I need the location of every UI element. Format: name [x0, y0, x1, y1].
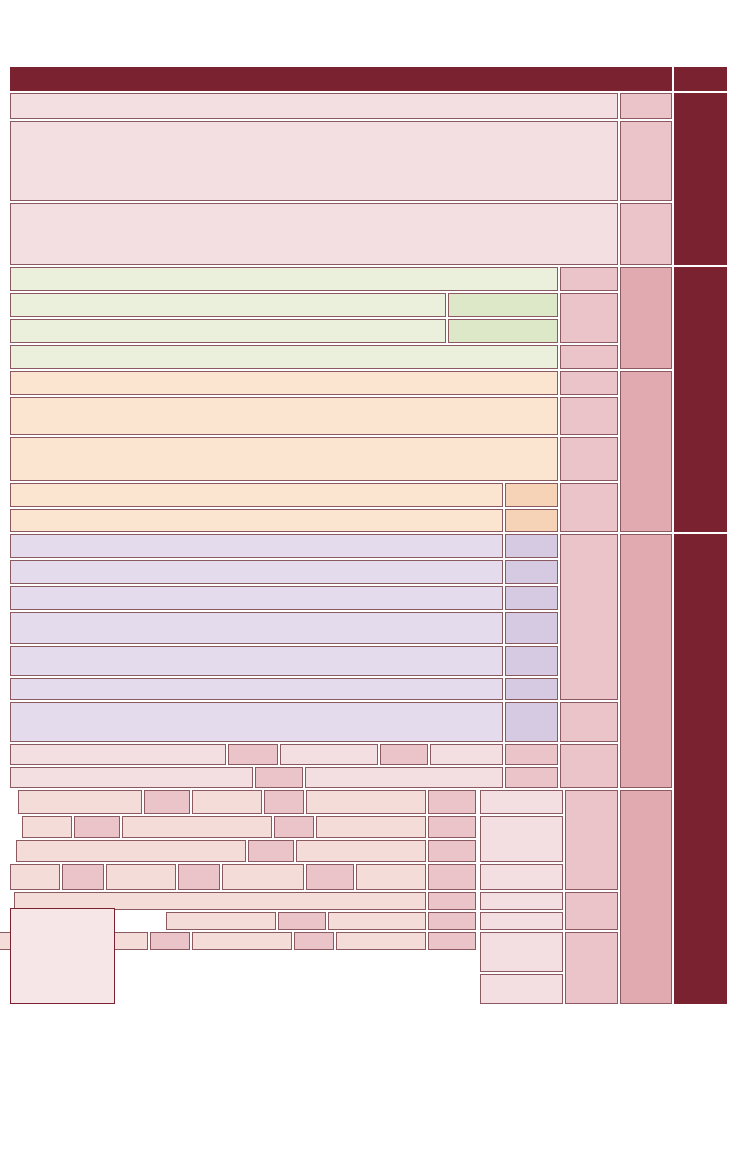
mujarrad-label [620, 534, 672, 788]
m-add3-label [480, 864, 563, 890]
mazid-cell [428, 932, 476, 950]
mulhaq-cell [305, 767, 503, 788]
salim-text [10, 267, 558, 291]
mazid-cell [150, 932, 190, 950]
mazid-cell [192, 790, 262, 814]
naqis-text [10, 437, 558, 481]
mulhaq-cell [10, 744, 226, 765]
m-add1-label [480, 790, 563, 814]
mazid-cell [428, 912, 476, 930]
mazid-cell [328, 912, 426, 930]
section3-label [674, 534, 727, 1004]
mazid-cell [62, 864, 104, 890]
amr-text [10, 203, 618, 265]
r-add1-label [480, 892, 563, 910]
mulhaq-cell [255, 767, 303, 788]
pattern-text [10, 586, 503, 610]
pattern-label [505, 646, 558, 676]
ml-add2-label [480, 974, 563, 1004]
ml-add1-label [480, 932, 563, 972]
pattern-label [505, 534, 558, 558]
section1-label [674, 93, 727, 265]
mulhaq-cell [228, 744, 278, 765]
r-add2-label [480, 912, 563, 930]
naqis-label [560, 437, 618, 481]
mazid-cell [306, 864, 354, 890]
mazid-cell [294, 932, 334, 950]
maqrun-label [505, 509, 558, 532]
rubai-pattern [505, 702, 558, 742]
mudari-label [620, 121, 672, 201]
lafif-label [560, 483, 618, 532]
madi-text [10, 93, 618, 119]
mazid-cell [428, 892, 476, 910]
ajwaf-label [560, 397, 618, 435]
mulhaq-cell [380, 744, 428, 765]
maqrun-text [10, 509, 503, 532]
note-box [10, 908, 115, 1004]
mafruq-label [505, 483, 558, 507]
mazid-cell [18, 790, 142, 814]
mulhaq-cell [505, 744, 558, 765]
mithal-text [10, 371, 558, 395]
mazid-rubai-label [565, 892, 618, 930]
mazid-cell [306, 790, 426, 814]
mazid-cell [248, 840, 294, 862]
rubai-text [10, 702, 503, 742]
mazid-thulathi-label [565, 790, 618, 890]
rubai-label [560, 702, 618, 742]
criterion-header [674, 67, 727, 91]
amr-label [620, 203, 672, 265]
mazid-cell [166, 912, 276, 930]
salim-label [560, 267, 618, 291]
mazid-cell [428, 790, 476, 814]
mazid-cell [10, 864, 60, 890]
mazid-label [620, 790, 672, 1004]
mulhaq-label [560, 744, 618, 788]
mazid-cell [74, 816, 120, 838]
pattern-text [10, 646, 503, 676]
pattern-label [505, 586, 558, 610]
mazid-cell [222, 864, 304, 890]
mazid-cell [178, 864, 220, 890]
mahmuz-text [10, 345, 558, 369]
pattern-label [505, 678, 558, 700]
mithal-label [560, 371, 618, 395]
mazid-cell [16, 840, 246, 862]
mudaaf-label [560, 293, 618, 343]
mazid-cell [428, 840, 476, 862]
mudaaf-thulathi-label [448, 293, 558, 317]
mazid-cell [428, 864, 476, 890]
mulhaq-cell [430, 744, 503, 765]
mazid-cell [356, 864, 426, 890]
pattern-text [10, 560, 503, 584]
mudaaf-thulathi-text [10, 293, 446, 317]
mazid-cell [296, 840, 426, 862]
pattern-text [10, 534, 503, 558]
mazid-mulhaq-label [565, 932, 618, 1004]
section2-label [674, 267, 727, 532]
madi-label [620, 93, 672, 119]
mazid-cell [122, 816, 272, 838]
mujarrad-thulathi-label [560, 534, 618, 700]
mulhaq-cell [505, 767, 558, 788]
mulhaq-cell [10, 767, 253, 788]
sections-header [10, 67, 672, 91]
mazid-cell [316, 816, 426, 838]
mazid-cell [22, 816, 72, 838]
mafruq-text [10, 483, 503, 507]
m-add2-label [480, 816, 563, 862]
mazid-cell [144, 790, 190, 814]
mazid-cell [278, 912, 326, 930]
mazid-cell [336, 932, 426, 950]
mudaaf-rubai-label [448, 319, 558, 343]
pattern-label [505, 560, 558, 584]
mazid-cell [192, 932, 292, 950]
mutall-label [620, 371, 672, 532]
mazid-cell [106, 864, 176, 890]
mazid-cell [264, 790, 304, 814]
mudari-text [10, 121, 618, 201]
mudaaf-rubai-text [10, 319, 446, 343]
mulhaq-cell [280, 744, 378, 765]
pattern-label [505, 612, 558, 644]
pattern-text [10, 678, 503, 700]
mahmuz-label [560, 345, 618, 369]
pattern-text [10, 612, 503, 644]
mazid-cell [274, 816, 314, 838]
mazid-cell [428, 816, 476, 838]
sahih-label [620, 267, 672, 369]
ajwaf-text [10, 397, 558, 435]
